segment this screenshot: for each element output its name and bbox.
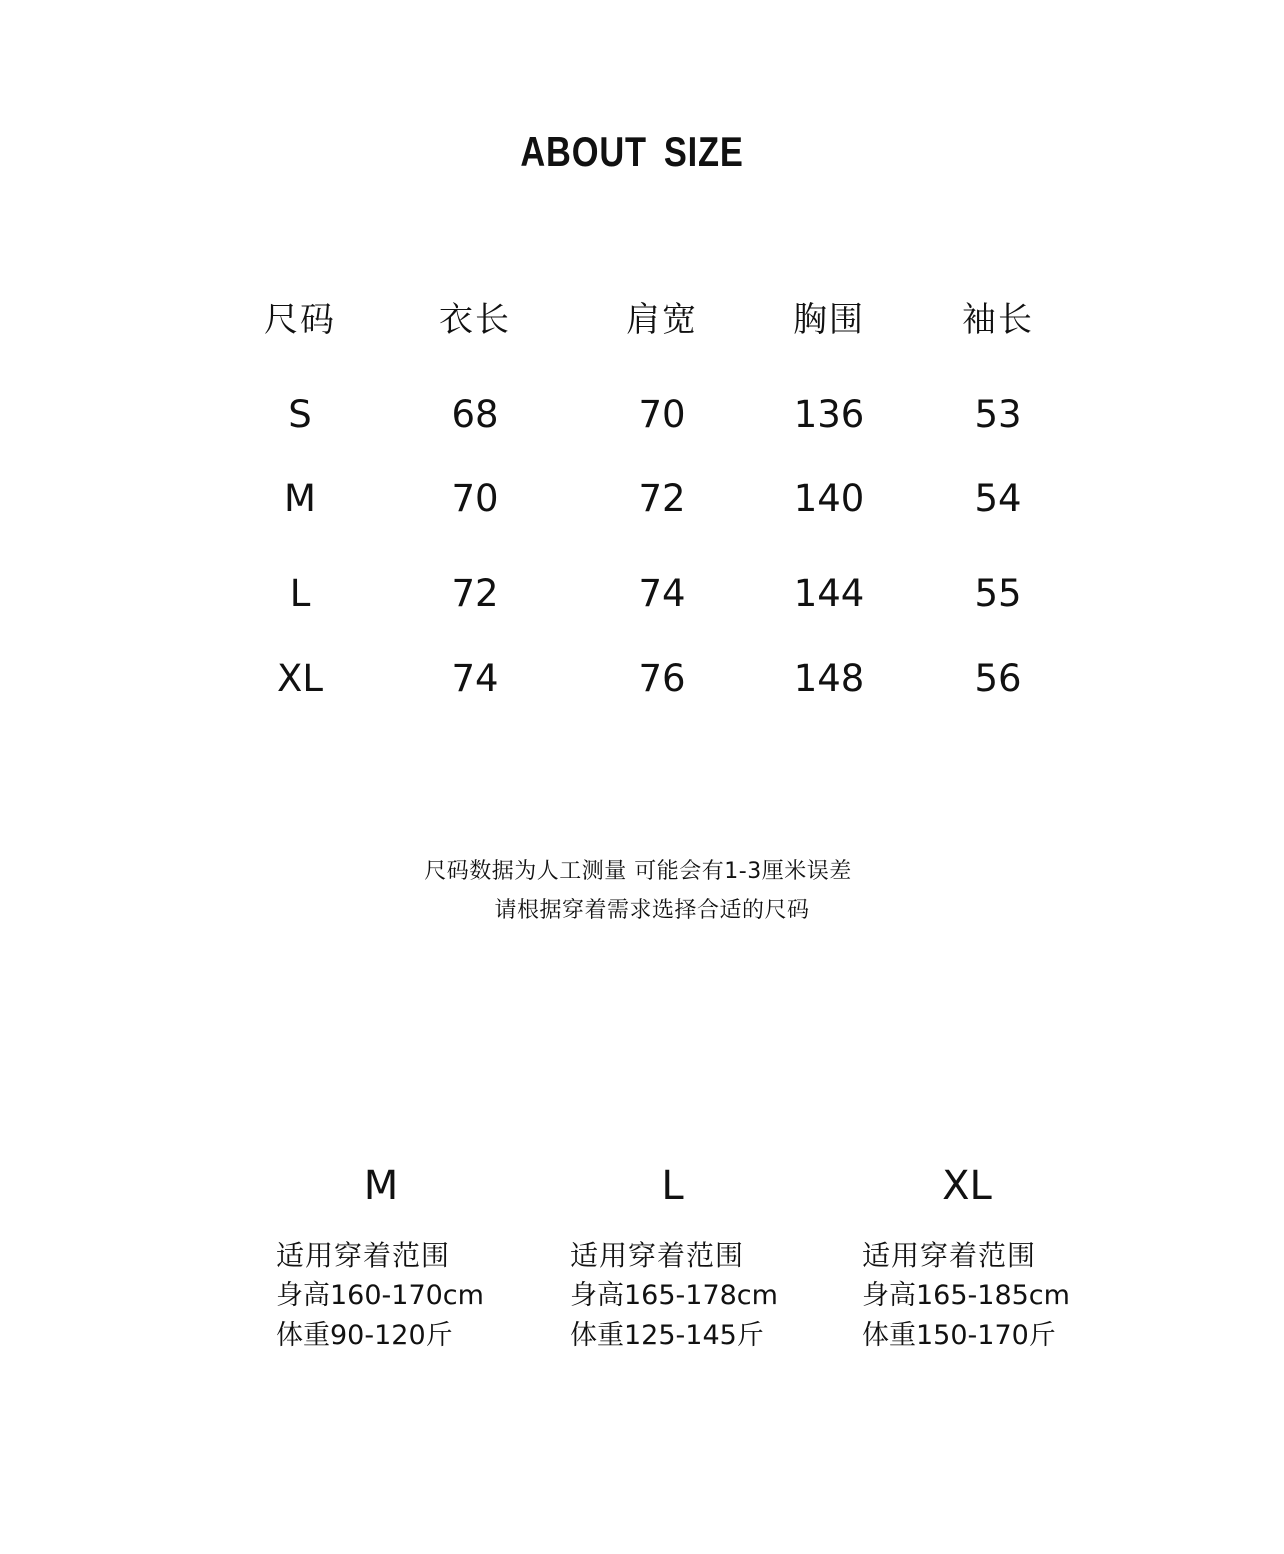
table-header-row xyxy=(0,290,1284,350)
fit-guide-xl xyxy=(862,1158,1102,1356)
table-row xyxy=(0,385,1284,445)
page-title: ABOUT SIZE xyxy=(520,128,744,175)
table-cell: S xyxy=(288,393,312,436)
table-cell: 70 xyxy=(451,477,499,520)
table-row xyxy=(0,564,1284,624)
header-size: 尺码 xyxy=(264,300,336,340)
fit-weight: 体重90-120斤 xyxy=(276,1320,453,1351)
table-cell: 74 xyxy=(638,572,686,615)
table-cell: 148 xyxy=(793,657,865,700)
table-cell: 76 xyxy=(638,657,686,700)
table-cell: 72 xyxy=(638,477,686,520)
fit-weight: 体重125-145斤 xyxy=(570,1320,764,1351)
table-cell: 140 xyxy=(793,477,865,520)
fit-size-label: XL xyxy=(942,1163,992,1209)
fit-size-label: M xyxy=(363,1163,399,1209)
table-cell: 136 xyxy=(793,393,865,436)
fit-heading: 适用穿着范围 xyxy=(862,1239,1037,1272)
fit-guide-m xyxy=(276,1158,516,1356)
table-cell: XL xyxy=(277,657,323,700)
measurement-note: 尺码数据为人工测量 可能会有1-3厘米误差 xyxy=(424,859,852,884)
fit-heading: 适用穿着范围 xyxy=(570,1239,745,1272)
table-cell: M xyxy=(284,477,316,520)
fit-height: 身高160-170cm xyxy=(276,1280,484,1311)
header-sleeve: 袖长 xyxy=(962,300,1034,340)
table-cell: 54 xyxy=(974,477,1022,520)
fit-height: 身高165-185cm xyxy=(862,1280,1070,1311)
table-cell: 74 xyxy=(451,657,499,700)
fit-size-label: L xyxy=(661,1163,684,1209)
header-shoulder: 肩宽 xyxy=(626,300,698,340)
table-cell: 55 xyxy=(974,572,1022,615)
fit-heading: 适用穿着范围 xyxy=(276,1239,451,1272)
table-row xyxy=(0,469,1284,529)
fit-guide-l xyxy=(570,1158,810,1356)
fit-weight: 体重150-170斤 xyxy=(862,1320,1056,1351)
table-cell: 53 xyxy=(974,393,1022,436)
table-row xyxy=(0,649,1284,709)
fit-height: 身高165-178cm xyxy=(570,1280,778,1311)
table-cell: 56 xyxy=(974,657,1022,700)
table-cell: 68 xyxy=(451,393,499,436)
table-cell: 72 xyxy=(451,572,499,615)
table-cell: 144 xyxy=(793,572,865,615)
table-cell: 70 xyxy=(638,393,686,436)
table-cell: L xyxy=(289,572,311,615)
selection-note: 请根据穿着需求选择合适的尺码 xyxy=(494,898,810,923)
header-length: 衣长 xyxy=(439,300,511,340)
header-chest: 胸围 xyxy=(793,300,865,340)
